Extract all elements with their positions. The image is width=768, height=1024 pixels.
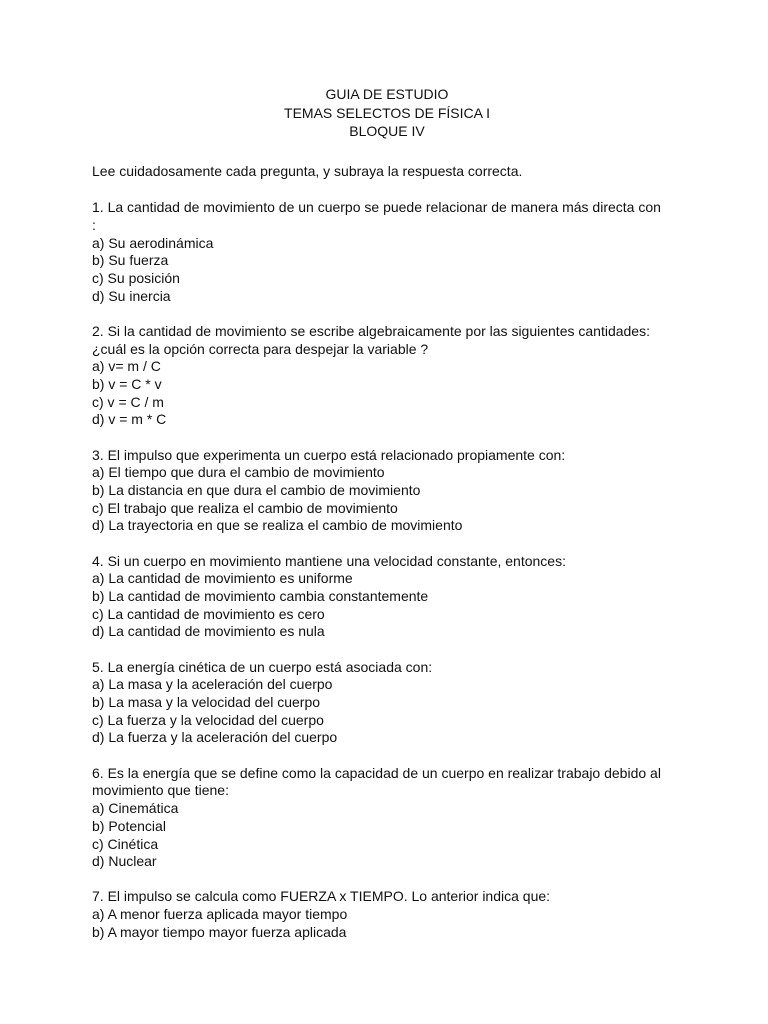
answer-option: b) Potencial — [92, 817, 166, 834]
header-title: GUIA DE ESTUDIO — [325, 86, 449, 102]
answer-option: d) Nuclear — [92, 853, 157, 870]
question-4 — [92, 553, 678, 642]
answer-option: b) Su fuerza — [92, 252, 169, 269]
answer-option: c) Su posición — [92, 270, 180, 287]
document-header — [92, 86, 678, 142]
answer-option: b) La masa y la velocidad del cuerpo — [92, 694, 321, 711]
question-text: 6. Es la energía que se define como la capacidad de un cuerpo en realizar trabajo debido al movimiento que tiene: — [92, 764, 661, 799]
answer-option: a) A menor fuerza aplicada mayor tiempo — [92, 906, 348, 923]
question-text: 3. El impulso que experimenta un cuerpo está relacionado propiamente con: — [92, 446, 566, 463]
answer-option: a) El tiempo que dura el cambio de movimiento — [92, 464, 385, 481]
answer-option: b) v = C * v — [92, 376, 162, 393]
answer-option: d) La cantidad de movimiento es nula — [92, 623, 325, 640]
answer-option: c) v = C / m — [92, 393, 164, 410]
question-text: 4. Si un cuerpo en movimiento mantiene una velocidad constante, entonces: — [92, 552, 566, 569]
question-text: 7. El impulso se calcula como FUERZA x TIEMPO. Lo anterior indica que: — [92, 888, 551, 905]
header-subject: TEMAS SELECTOS DE FÍSICA I — [284, 104, 490, 121]
answer-option: c) El trabajo que realiza el cambio de movimiento — [92, 499, 398, 516]
answer-option: b) A mayor tiempo mayor fuerza aplicada — [92, 923, 347, 940]
answer-option: d) Su inercia — [92, 287, 171, 304]
question-text: 2. Si la cantidad de movimiento se escribe algebraicamente por las siguientes cantidades: ¿cuál es la opción correcta para despejar la variable ? — [92, 322, 650, 357]
question-text: 1. La cantidad de movimiento de un cuerpo se puede relacionar de manera más directa con : — [92, 199, 661, 233]
answer-option: d) La fuerza y la aceleración del cuerpo — [92, 729, 338, 746]
header-block: BLOQUE IV — [349, 123, 425, 139]
question-6 — [92, 765, 678, 871]
answer-option: c) La cantidad de movimiento es cero — [92, 605, 325, 622]
answer-option: c) Cinética — [92, 835, 159, 852]
question-7 — [92, 888, 678, 941]
question-list — [92, 199, 678, 941]
question-5 — [92, 659, 678, 748]
instructions-text: Lee cuidadosamente cada pregunta, y subraya la respuesta correcta. — [92, 162, 523, 179]
answer-option: a) Cinemática — [92, 800, 179, 817]
answer-option: a) La cantidad de movimiento es uniforme — [92, 570, 353, 587]
answer-option: a) v= m / C — [92, 358, 161, 375]
question-3 — [92, 447, 678, 536]
question-1 — [92, 199, 678, 305]
answer-option: b) La distancia en que dura el cambio de movimiento — [92, 482, 421, 499]
answer-option: c) La fuerza y la velocidad del cuerpo — [92, 711, 324, 728]
answer-option: b) La cantidad de movimiento cambia constantemente — [92, 588, 429, 605]
answer-option: a) Su aerodinámica — [92, 234, 214, 251]
answer-option: a) La masa y la aceleración del cuerpo — [92, 676, 333, 693]
answer-option: d) La trayectoria en que se realiza el cambio de movimiento — [92, 517, 463, 534]
answer-option: d) v = m * C — [92, 411, 167, 428]
question-2 — [92, 323, 678, 429]
question-text: 5. La energía cinética de un cuerpo está asociada con: — [92, 658, 433, 675]
